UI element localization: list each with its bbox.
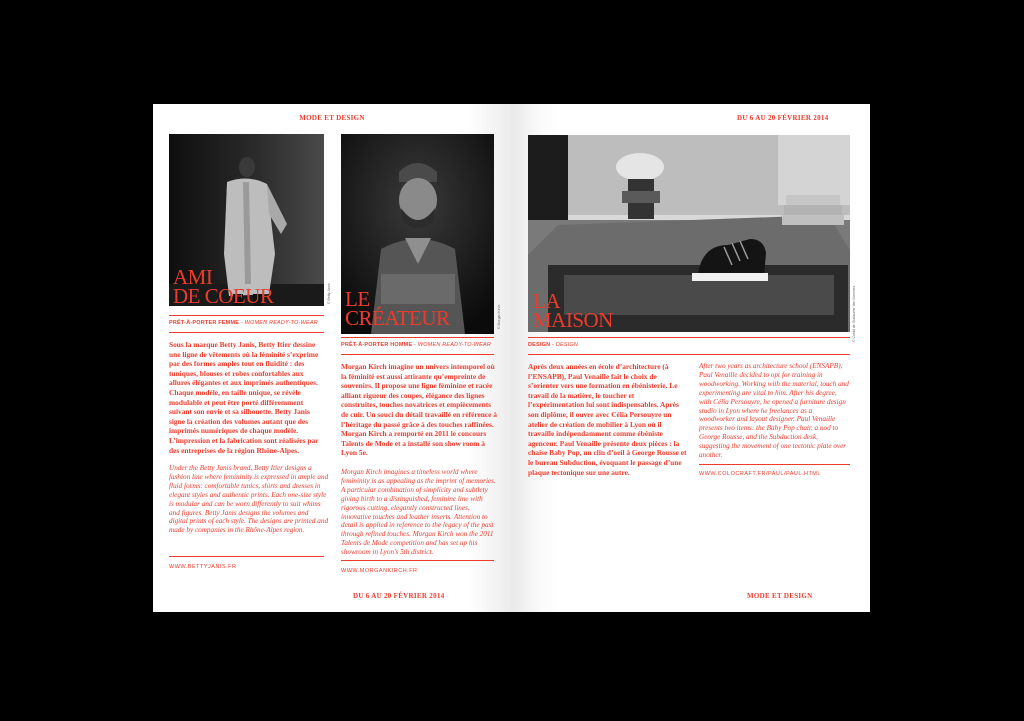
left-page: [153, 104, 511, 612]
rule-maison-top: [528, 337, 850, 338]
photo-credit-ami: © Betty Janis: [327, 283, 331, 304]
category-maison: [528, 342, 578, 348]
category-ami-fr: PRÊT-À-PORTER FEMME: [169, 320, 240, 326]
right-page-header: DU 6 AU 20 FÉVRIER 2014: [737, 114, 829, 122]
category-createur: [341, 342, 491, 348]
link-colocraft[interactable]: WWW.COLOCRAFT.FR/PAUL/PAUL.HTML: [699, 471, 821, 477]
title-ami-de-coeur: [173, 265, 274, 308]
right-page: [511, 104, 870, 612]
rule-ami-url: [169, 556, 324, 557]
title-createur-line1: LE: [345, 287, 370, 311]
title-createur-line2: CRÉATEUR: [345, 306, 450, 330]
category-createur-fr: PRÊT-À-PORTER HOMME: [341, 342, 413, 348]
photo-credit-maison: © Crédit de Guillaume Van Sommes: [852, 285, 856, 342]
rule-maison-url: [699, 464, 850, 465]
right-page-footer: MODE ET DESIGN: [747, 592, 813, 600]
rule-ami-top: [169, 315, 324, 316]
category-maison-fr: DESIGN: [528, 342, 551, 348]
title-maison-line2: MAISON: [533, 308, 613, 332]
link-bettyjanis[interactable]: WWW.BETTYJANIS.FR: [169, 564, 237, 570]
body-fr-ami: Sous la marque Betty Janis, Betty Itier dessine une ligne de vêtements où la féminité s’exprime par des formes amples tout en fluidité : des tuniques, blouses et robes confortables aux allures élégantes et aux imprimés authentiques. Chaque modèle, en taille unique, se révèle modulable et peut être porté différemment suivant son envie et sa silhouette. Betty Janis signe la création des volumes autant que des imprimés numériques de chaque modèle. L’impression et la fabrication sont réalisées par des entreprises de la région Rhône-Alpes.: [169, 340, 319, 455]
left-page-header: MODE ET DESIGN: [299, 114, 365, 122]
title-la-maison: [533, 289, 613, 332]
rule-createur-top: [341, 337, 494, 338]
title-le-createur: [345, 287, 450, 330]
title-maison-line1: LA: [533, 289, 560, 313]
left-page-footer: DU 6 AU 20 FÉVRIER 2014: [353, 592, 445, 600]
link-morgankirch[interactable]: WWW.MORGANKIRCH.FR: [341, 568, 418, 574]
title-ami-line1: AMI: [173, 265, 213, 289]
body-fr-maison: Après deux années en école d’architecture (à l’ENSAPB), Paul Venaille fait le choix de s’orienter vers une formation en ébénisterie. Le travail de la matière, le toucher et l’expérimentation lui sont indispensables. Après son diplôme, il ouvre avec Célia Persouyre un atelier de création de mobilier à Lyon où il travaille indépendamment comme ébéniste agenceur. Paul Venaille présente deux pièces : la chaise Baby Pop, un clin d’oeil à George Rousse et le bureau Subduction, évoquant le passage d’une plaque tectonique sur une autre.: [528, 362, 687, 477]
photo-credit-createur: © Morgan Kirch: [497, 304, 501, 329]
rule-maison-cat: [528, 354, 850, 355]
category-ami: [169, 320, 318, 326]
category-ami-en: - WOMEN READY-TO-WEAR: [239, 320, 318, 326]
body-en-ami: Under the Betty Janis brand, Betty Itier designs a fashion line where femininity is expressed in ample and fluid forms: comfortable tunics, shirts and dresses in elegant styles and authentic prints. Each one-size style is modular and can be worn differently to suit whims and figures. Betty Janis designs the volumes and digital prints of each style. The designs are printed and made by companies in the Rhône-Alpes region.: [169, 464, 329, 535]
body-en-createur: Morgan Kirch imagines a timeless world where femininity is as appealing as the imprint of memories. A particular combination of simplicity and subtlety giving birth to a distinguished, feminine line with rigorous cutting, elegantly constructed lines, innovative touches and leather inserts. Attention to detail is applied in reference to the legacy of the past through refined touches. Morgan Kirch won the 2011 Talents de Mode competition and has set up his showroom in Lyon’s 5th district.: [341, 468, 496, 557]
rule-createur-cat: [341, 354, 494, 355]
rule-createur-url: [341, 560, 494, 561]
rule-ami-cat: [169, 332, 324, 333]
body-fr-createur: Morgan Kirch imagine un univers intemporel où la féminité est aussi attirante qu’empreinte de souvenirs. Il propose une ligne féminine et racée alliant rigueur des coupes, élégance des lignes construites, touches novatrices et empiècements de cuir. Un souci du détail travaillé en référence à l’héritage du passé grâce à des touches raffinées. Morgan Kirch a remporté en 2011 le concours Talents de Mode et a installé son show room à Lyon 5e.: [341, 362, 498, 458]
body-en-maison: After two years as architecture school (ENSAPB), Paul Venaille decided to opt for training in woodworking. Working with the material, touch and experimenting are vital to him. After his degree, with Célia Persouyre, he opened a furniture design studio in Lyon where he freelances as a woodworker and layout designer. Paul Venaille presents two items: the Baby Pop chair, a nod to George Rousse, and the Subduction desk, suggesting the movement of one tectonic plate over another.: [699, 362, 849, 460]
title-ami-line2: DE COEUR: [173, 284, 274, 308]
category-createur-en: - WOMEN READY-TO-WEAR: [412, 342, 492, 348]
category-maison-en: - DESIGN: [550, 342, 579, 348]
